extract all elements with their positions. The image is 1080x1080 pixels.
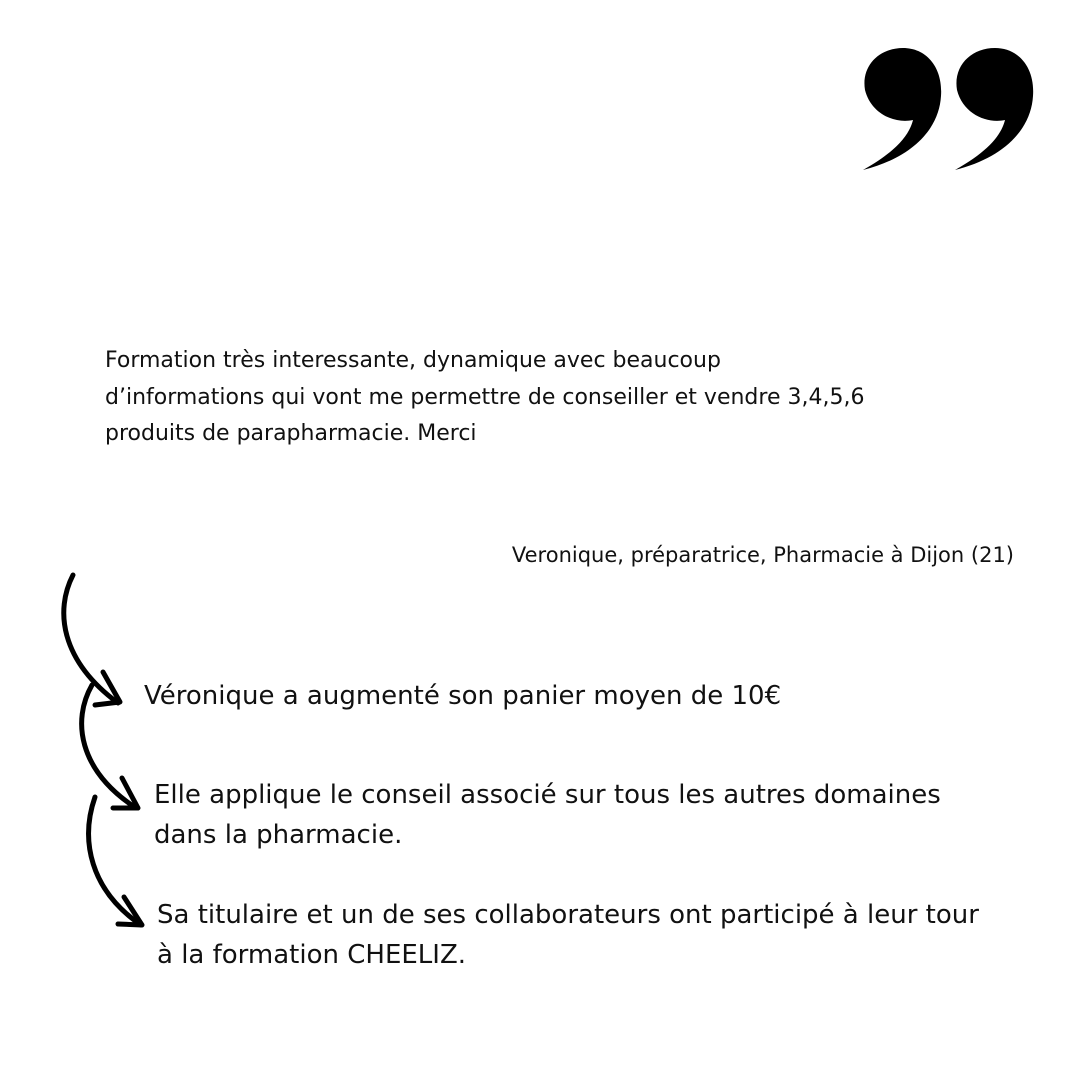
- testimonial-author: Veronique, préparatrice, Pharmacie à Dijon (21): [511, 543, 1014, 567]
- result-item: Sa titulaire et un de ses collaborateurs ont participé à leur tour à la formation CHEELIZ.: [157, 900, 979, 970]
- closing-quote-icon: [855, 40, 1040, 175]
- result-item: Elle applique le conseil associé sur tous les autres domaines dans la pharmacie.: [154, 780, 941, 850]
- testimonial-text: Formation très interessante, dynamique avec beaucoup d’informations qui vont me permettre de conseiller et vendre 3,4,5,6 produits de parapharmacie. Merci: [105, 348, 865, 446]
- result-item: Véronique a augmenté son panier moyen de 10€: [144, 681, 782, 711]
